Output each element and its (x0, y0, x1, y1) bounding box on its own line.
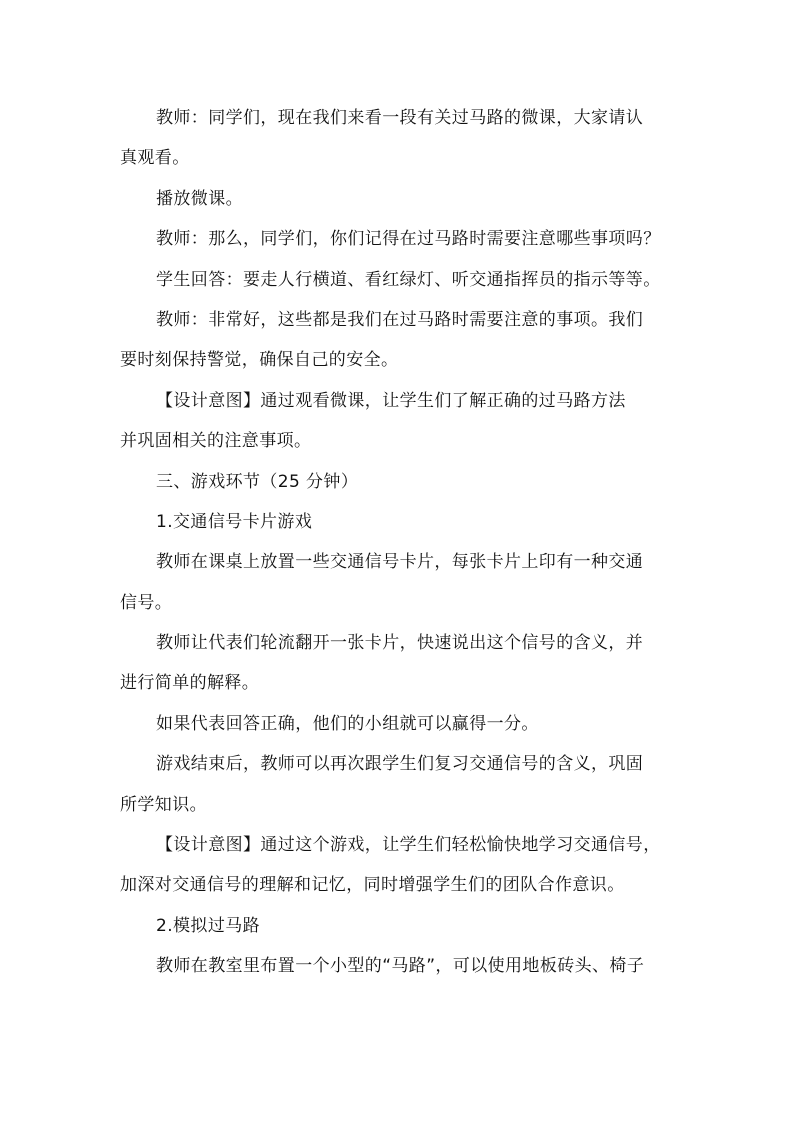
paragraph-line: 如果代表回答正确，他们的小组就可以赢得一分。 (156, 713, 539, 734)
paragraph-line: 学生回答：要走人行横道、看红绿灯、听交通指挥员的指示等等。 (156, 269, 661, 290)
design-intent-line: 加深对交通信号的理解和记忆，同时增强学生们的团队合作意识。 (120, 875, 625, 896)
paragraph-line: 教师在教室里布置一个小型的“马路”，可以使用地板砖头、椅子 (156, 956, 645, 977)
design-intent-line: 并巩固相关的注意事项。 (120, 431, 312, 452)
subsection-heading: 1.交通信号卡片游戏 (156, 511, 313, 532)
design-intent-line: 【设计意图】通过观看微课，让学生们了解正确的过马路方法 (156, 390, 626, 411)
paragraph-line: 真观看。 (120, 148, 190, 169)
paragraph-line: 所学知识。 (120, 794, 207, 815)
paragraph-line: 教师：同学们，现在我们来看一段有关过马路的微课，大家请认 (156, 108, 644, 128)
paragraph-line: 教师：那么，同学们，你们记得在过马路时需要注意哪些事项吗？ (156, 229, 661, 250)
paragraph-line: 进行简单的解释。 (120, 673, 260, 694)
paragraph-line: 要时刻保持警觉，确保自己的安全。 (120, 350, 399, 371)
subsection-heading: 2.模拟过马路 (156, 915, 261, 936)
paragraph-line: 信号。 (120, 592, 173, 613)
paragraph-line: 游戏结束后，教师可以再次跟学生们复习交通信号的含义，巩固 (156, 754, 644, 775)
paragraph-line: 教师：非常好，这些都是我们在过马路时需要注意的事项。我们 (156, 309, 644, 330)
design-intent-line: 【设计意图】通过这个游戏，让学生们轻松愉快地学习交通信号， (156, 835, 661, 856)
document-body (120, 98, 680, 987)
section-heading: 三、游戏环节（25 分钟） (156, 471, 359, 492)
paragraph-line: 教师在课桌上放置一些交通信号卡片，每张卡片上印有一种交通 (156, 552, 644, 573)
paragraph-line: 播放微课。 (156, 188, 243, 209)
paragraph-line: 教师让代表们轮流翻开一张卡片，快速说出这个信号的含义，并 (156, 633, 644, 654)
